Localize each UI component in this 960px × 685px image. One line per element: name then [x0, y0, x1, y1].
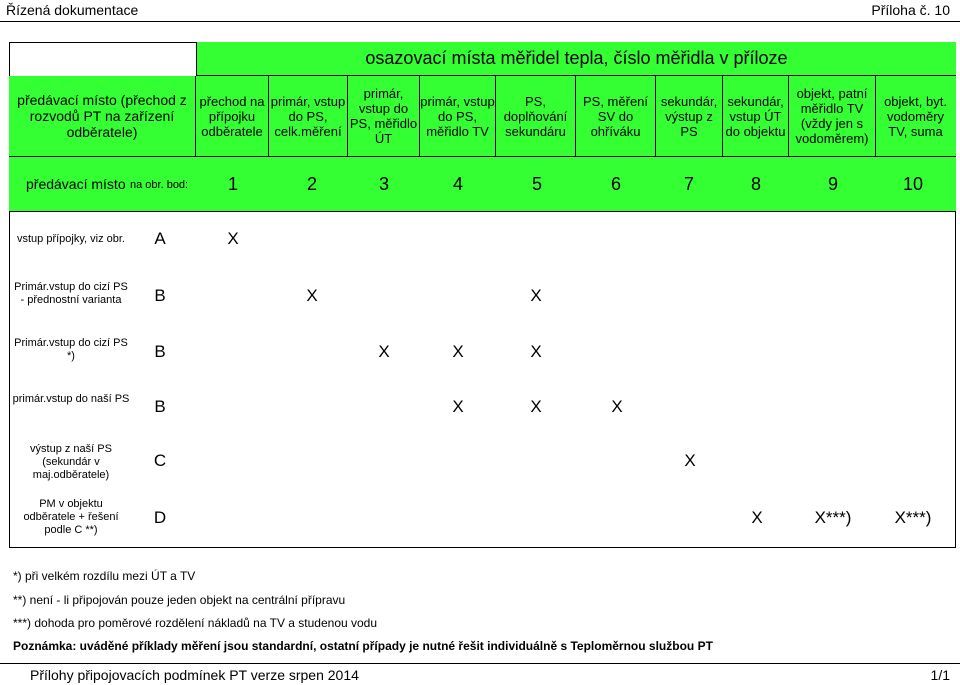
- col-header-6: PS, měření SV do ohříváku: [576, 76, 656, 156]
- row-letter-b2: B: [154, 342, 166, 361]
- row-d-mark-col9: X***): [814, 508, 852, 527]
- point-number-6: 6: [610, 174, 621, 194]
- col-header-2: primár, vstup do PS, celk.měření: [269, 76, 348, 156]
- row-a-mark-col1: X: [227, 229, 239, 248]
- col-header-1: přechod na přípojku odběratele: [196, 76, 269, 156]
- row-b2-mark-col3: X: [378, 342, 390, 361]
- remark: Poznámka: uváděné příklady měření jsou standardní, ostatní případy je nutné řešit individuálně s Teploměrnou službou PT: [13, 639, 713, 653]
- row-d-mark-col8: X: [751, 508, 763, 527]
- col-header-4: primár, vstup do PS, měřidlo TV: [420, 76, 496, 156]
- footer-document-label: Přílohy připojovacích podmínek PT verze srpen 2014: [30, 667, 359, 683]
- row-letter-a: A: [154, 229, 166, 248]
- band-sub-label: na obr. bod:: [130, 179, 189, 191]
- col-header-3: primár, vstup do PS, měřidlo ÚT: [348, 76, 420, 156]
- note-1: *) při velkém rozdílu mezi ÚT a TV: [13, 569, 196, 583]
- row-label-d: PM v objektu odběratele + řešení podle C **): [23, 498, 119, 536]
- row-letter-b3: B: [154, 397, 166, 416]
- col-header-5: PS, doplňování sekundáru: [496, 76, 576, 156]
- point-number-1: 1: [227, 174, 238, 194]
- row-label-c: výstup z naší PS (sekundár v maj.odběratele): [30, 443, 112, 481]
- row-b2-mark-col5: X: [530, 342, 542, 361]
- col-header-7: sekundár, výstup z PS: [656, 76, 723, 156]
- row-label-b1: Primár.vstup do cizí PS - přednostní varianta: [14, 281, 128, 306]
- row-c-mark-col7: X: [684, 451, 696, 470]
- row-b1-mark-col2: X: [306, 286, 318, 305]
- band-label: předávací místo: [26, 176, 126, 192]
- appendix-label: Příloha č. 10: [871, 2, 950, 18]
- point-number-4: 4: [452, 174, 463, 194]
- row-label-b2: Primár.vstup do cizí PS *): [14, 337, 128, 362]
- row-b3-mark-col4: X: [452, 397, 464, 416]
- row-label-a: vstup přípojky, viz obr.: [16, 233, 125, 245]
- row-b2-mark-col4: X: [452, 342, 464, 361]
- note-3: ***) dohoda pro poměrové rozdělení nákladů na TV a studenou vodu: [13, 616, 378, 630]
- header-divider: [0, 21, 960, 22]
- col-header-10: objekt, byt. vodoměry TV, suma: [876, 76, 955, 156]
- table-title: osazovací místa měřidel tepla, číslo měřidla v příloze: [196, 42, 956, 76]
- col-header-9: objekt, patní měřidlo TV (vždy jen s vodoměrem): [789, 76, 876, 156]
- row-d-mark-col10: X***): [894, 508, 932, 527]
- point-number-9: 9: [827, 174, 838, 194]
- point-number-3: 3: [378, 174, 389, 194]
- left-header: předávací místo (přechod z rozvodů PT na zařízení odběratele): [9, 76, 196, 156]
- page-number: 1/1: [930, 667, 950, 683]
- point-number-10: 10: [902, 174, 924, 194]
- row-b1-mark-col5: X: [530, 286, 542, 305]
- document-control-label: Řízená dokumentace: [6, 2, 139, 18]
- row-b3-mark-col5: X: [530, 397, 542, 416]
- point-number-5: 5: [531, 174, 542, 194]
- row-label-b3: primár.vstup do naší PS: [12, 393, 130, 405]
- footer-divider: [0, 663, 960, 664]
- point-number-8: 8: [750, 174, 761, 194]
- point-number-2: 2: [306, 174, 317, 194]
- point-number-7: 7: [683, 174, 694, 194]
- row-letter-b1: B: [154, 286, 166, 305]
- row-letter-d: D: [153, 508, 167, 527]
- row-letter-c: C: [153, 451, 167, 470]
- col-header-8: sekundár, vstup ÚT do objektu: [723, 76, 789, 156]
- note-2: **) není - li připojován pouze jeden objekt na centrální přípravu: [13, 593, 346, 607]
- row-b3-mark-col6: X: [611, 397, 623, 416]
